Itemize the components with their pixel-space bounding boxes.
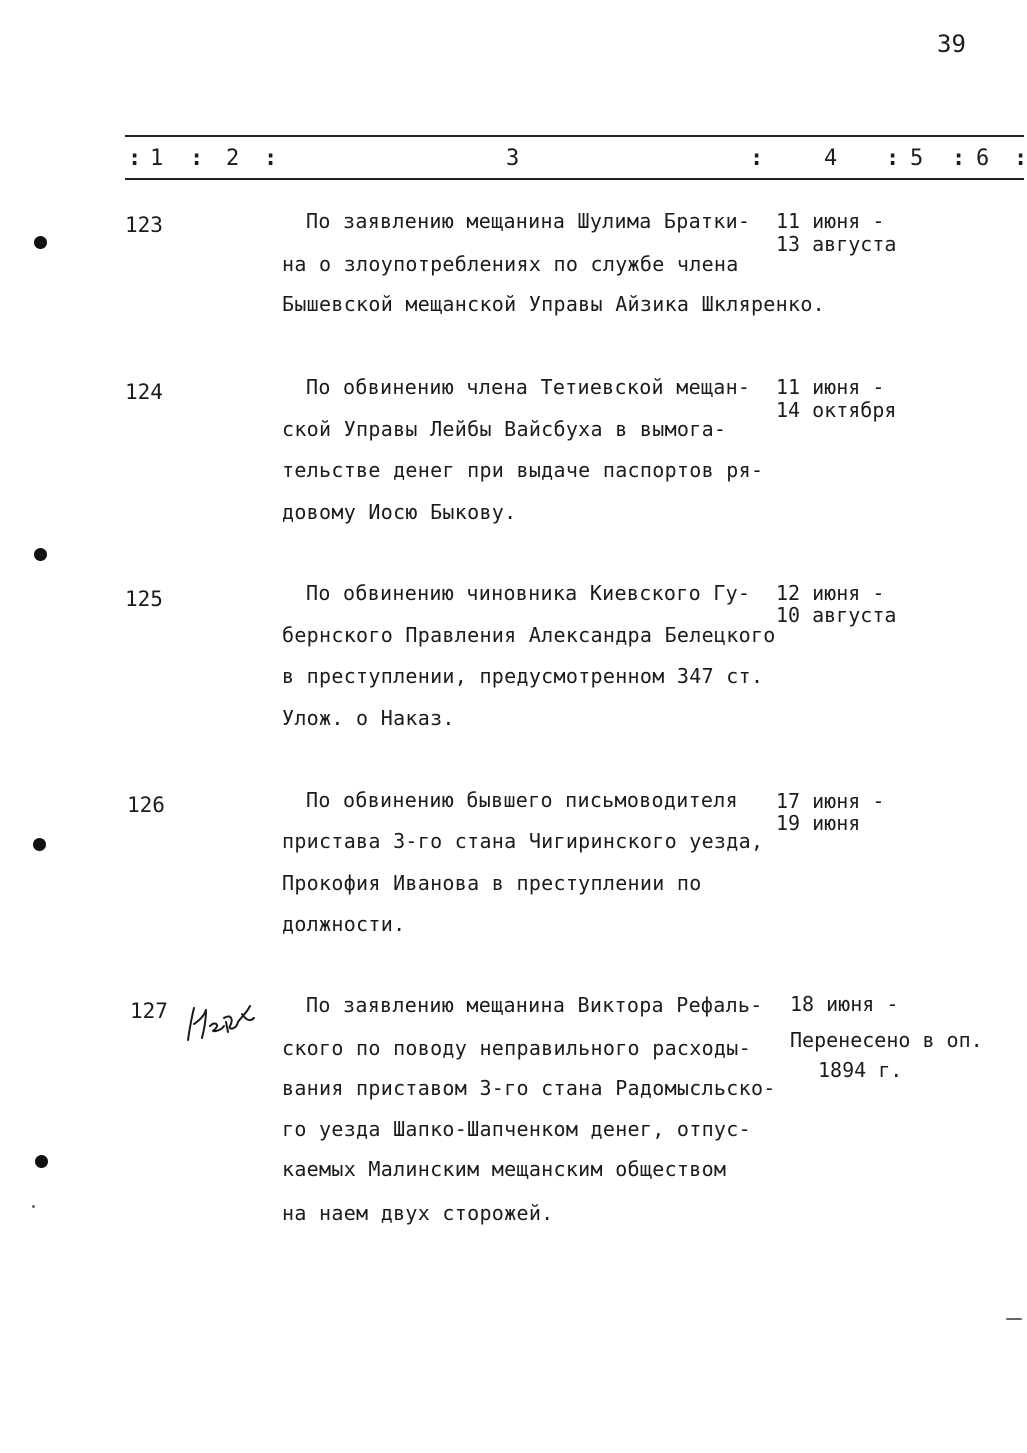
entry-transfer-note: Перенесено в оп. (790, 1028, 983, 1052)
punch-hole-mark (35, 1155, 48, 1168)
entry-text-line: Бышевской мещанской Управы Айзика Шкляренко. (282, 292, 826, 316)
entry-text-line: пристава 3-го стана Чигиринского уезда, (282, 829, 764, 853)
punch-hole-mark (34, 548, 47, 561)
entry-number: 124 (125, 380, 163, 404)
entry-transfer-year: 1894 г. (818, 1058, 903, 1082)
entry-text-line: го уезда Шапко-Шапченком денег, отпус- (282, 1117, 751, 1141)
entry-number: 127 (130, 999, 168, 1023)
entry-date-start: 11 июня - (776, 375, 885, 399)
entry-date-start: 18 июня - (790, 992, 899, 1016)
header-top-rule (125, 135, 1024, 137)
entry-text-line: вания приставом 3-го стана Радомысльско- (282, 1076, 776, 1100)
column-separator: : (128, 146, 142, 171)
entry-text-line: в преступлении, предусмотренном 347 ст. (282, 664, 764, 688)
entry-text-line: По заявлению мещанина Виктора Рефаль- (306, 993, 763, 1017)
entry-number: 126 (127, 793, 165, 817)
entry-date-start: 12 июня - (776, 581, 885, 605)
column-header-6: 6 (976, 146, 990, 171)
entry-text-line: каемых Малинским мещанским обществом (282, 1157, 727, 1181)
handwritten-annotation (180, 996, 260, 1046)
entry-text-line: Прокофия Иванова в преступлении по (282, 871, 702, 895)
entry-text-line: По обвинению члена Тетиевской мещан- (306, 375, 751, 399)
entry-text-line: По обвинению чиновника Киевского Гу- (306, 581, 751, 605)
scan-speck (32, 1205, 35, 1208)
handwritten-annotation-icon (180, 996, 260, 1046)
entry-date-end: 10 августа (776, 603, 897, 627)
entry-text-line: на о злоупотреблениях по службе члена (282, 252, 739, 276)
entry-text-line: По обвинению бывшего письмоводителя (306, 788, 738, 812)
entry-text-line: должности. (282, 912, 406, 936)
entry-text-line: тельстве денег при выдаче паспортов ря- (282, 458, 764, 482)
entry-date-end: 19 июня (776, 811, 861, 835)
column-separator: : (952, 146, 966, 171)
entry-text-line: Улож. о Наказ. (282, 706, 455, 730)
entry-number: 123 (125, 213, 163, 237)
entry-date-end: 14 октября (776, 398, 897, 422)
entry-text-line: ского по поводу неправильного расходы- (282, 1036, 751, 1060)
entry-text-line: По заявлению мещанина Шулима Братки- (306, 209, 751, 233)
column-header-5: 5 (910, 146, 924, 171)
entry-date-end: 13 августа (776, 232, 897, 256)
column-separator: : (886, 146, 900, 171)
punch-hole-mark (33, 838, 46, 851)
entry-text-line: довому Иосю Быкову. (282, 500, 517, 524)
entry-number: 125 (125, 587, 163, 611)
column-header-1: 1 (150, 146, 164, 171)
column-header-3: 3 (506, 146, 520, 171)
column-separator: : (190, 146, 204, 171)
column-separator: : (264, 146, 278, 171)
column-header-4: 4 (824, 146, 838, 171)
entry-date-start: 17 июня - (776, 789, 885, 813)
entry-date-start: 11 июня - (776, 209, 885, 233)
scan-speck (1006, 1318, 1022, 1320)
column-separator: : (1014, 146, 1027, 171)
column-separator: : (750, 146, 764, 171)
column-header-2: 2 (226, 146, 240, 171)
punch-hole-mark (34, 236, 47, 249)
header-bottom-rule (125, 178, 1024, 180)
entry-text-line: на наем двух сторожей. (282, 1201, 554, 1225)
entry-text-line: бернского Правления Александра Белецкого (282, 623, 776, 647)
page-number: 39 (937, 30, 966, 58)
entry-text-line: ской Управы Лейбы Вайсбуха в вымога- (282, 417, 727, 441)
